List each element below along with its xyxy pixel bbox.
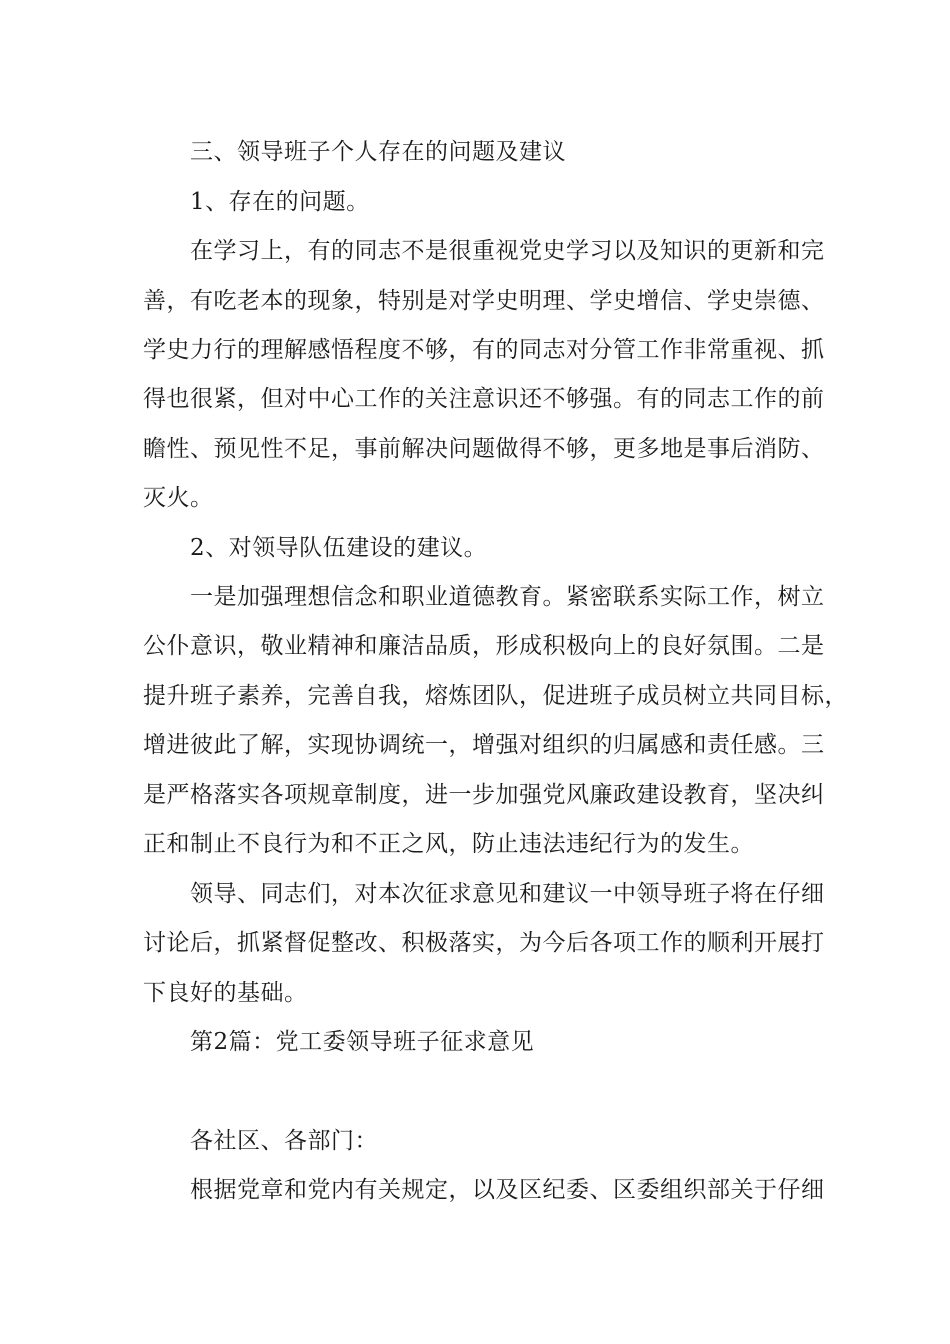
paragraph-line: 增进彼此了解，实现协调统一，增强对组织的归属感和责任感。三 — [143, 732, 825, 758]
paragraph-line: 是严格落实各项规章制度，进一步加强党风廉政建设教育，坚决纠 — [143, 782, 825, 808]
subsection-heading: 2、对领导队伍建设的建议。 — [190, 535, 488, 561]
paragraph-line: 得也很紧，但对中心工作的关注意识还不够强。有的同志工作的前 — [143, 386, 825, 412]
salutation: 各社区、各部门： — [190, 1128, 378, 1154]
section-heading: 三、领导班子个人存在的问题及建议 — [190, 139, 566, 165]
paragraph-line: 一是加强理想信念和职业道德教育。紧密联系实际工作，树立 — [190, 584, 825, 610]
subsection-heading: 1、存在的问题。 — [190, 189, 370, 215]
paragraph-line: 领导、同志们，对本次征求意见和建议一中领导班子将在仔细 — [190, 881, 825, 907]
paragraph-line: 公仆意识，敬业精神和廉洁品质，形成积极向上的良好氛围。二是 — [143, 633, 825, 659]
paragraph-line: 下良好的基础。 — [143, 980, 308, 1006]
paragraph-line: 提升班子素养，完善自我，熔炼团队，促进班子成员树立共同目标， — [143, 683, 848, 709]
paragraph-line: 瞻性、预见性不足，事前解决问题做得不够，更多地是事后消防、 — [143, 436, 825, 462]
paragraph-line: 学史力行的理解感悟程度不够，有的同志对分管工作非常重视、抓 — [143, 337, 825, 363]
paragraph-line: 讨论后，抓紧督促整改、积极落实，为今后各项工作的顺利开展打 — [143, 930, 825, 956]
paragraph-line: 正和制止不良行为和不正之风，防止违法违纪行为的发生。 — [143, 831, 754, 857]
paragraph-line: 灭火。 — [143, 485, 214, 511]
paragraph-line: 善，有吃老本的现象，特别是对学史明理、学史增信、学史崇德、 — [143, 288, 825, 314]
article-title: 第2篇：党工委领导班子征求意见 — [190, 1029, 535, 1055]
paragraph-line: 根据党章和党内有关规定，以及区纪委、区委组织部关于仔细 — [190, 1177, 825, 1203]
paragraph-line: 在学习上，有的同志不是很重视党史学习以及知识的更新和完 — [190, 238, 825, 264]
